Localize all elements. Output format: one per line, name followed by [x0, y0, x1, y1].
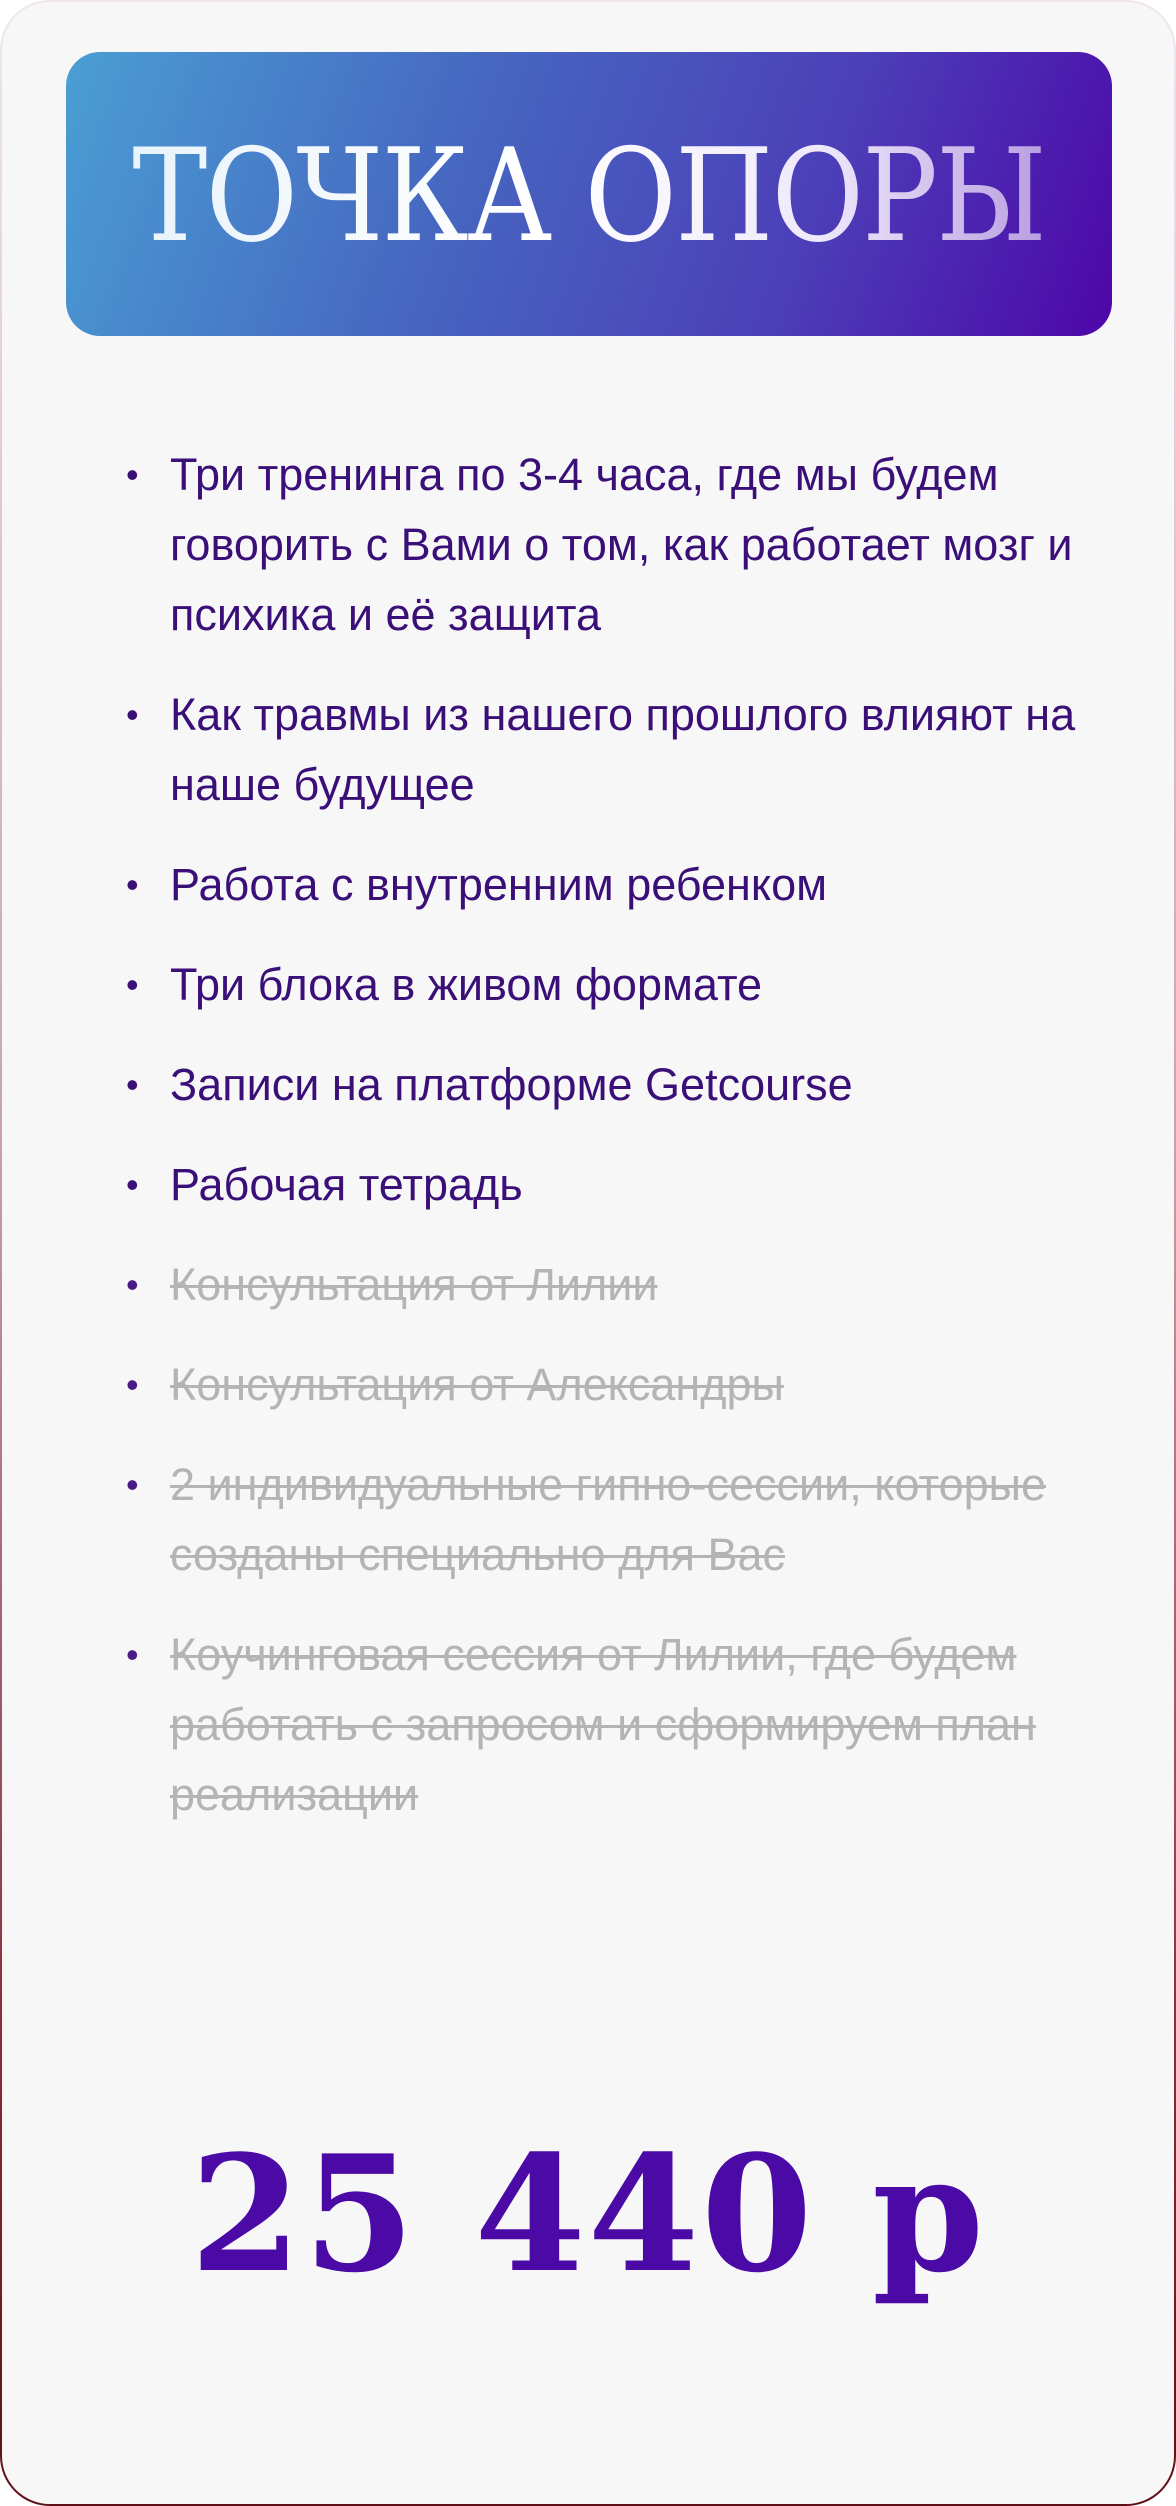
feature-item-included [120, 440, 1100, 650]
feature-text: Рабочая тетрадь [170, 1159, 523, 1210]
bullet-icon: • [126, 864, 139, 905]
feature-text: Записи на платформе Getcourse [170, 1059, 853, 1110]
bullet-icon: • [126, 694, 139, 735]
bullet-icon: • [126, 1064, 139, 1105]
feature-item-excluded [120, 1250, 1100, 1320]
feature-text-strikethrough: Коучинговая сессия от Лилии, где будем работать с запросом и сформируем план реализации [170, 1629, 1036, 1820]
feature-item-included [120, 1050, 1100, 1120]
feature-item-included [120, 950, 1100, 1020]
feature-item-excluded [120, 1350, 1100, 1420]
bullet-icon: • [126, 1164, 139, 1205]
feature-text-strikethrough: Консультация от Лилии [170, 1259, 658, 1310]
price-label: 25 440 р [190, 2120, 986, 2308]
feature-item-included [120, 850, 1100, 920]
header-banner [66, 52, 1112, 336]
feature-item-excluded [120, 1620, 1100, 1830]
feature-text: Три тренинга по 3-4 часа, где мы будем говорить с Вами о том, как работает мозг и психика и её защита [170, 449, 1073, 640]
feature-text: Как травмы из нашего прошлого влияют на наше будущее [170, 689, 1076, 810]
bullet-icon: • [126, 1634, 139, 1675]
feature-item-included [120, 680, 1100, 820]
feature-text-strikethrough: 2 индивидуальные гипно-сессии, которые созданы специально для Вас [170, 1459, 1047, 1580]
bullet-icon: • [126, 964, 139, 1005]
plan-title: ТОЧКА ОПОРЫ [132, 122, 1046, 271]
feature-text: Три блока в живом формате [170, 959, 763, 1010]
feature-item-included [120, 1150, 1100, 1220]
bullet-icon: • [126, 454, 139, 495]
bullet-icon: • [126, 1464, 139, 1505]
pricing-card [2, 2, 1174, 2504]
feature-list [120, 440, 1100, 1860]
feature-item-excluded [120, 1450, 1100, 1590]
feature-text-strikethrough: Консультация от Александры [170, 1359, 784, 1410]
feature-text: Работа с внутренним ребенком [170, 859, 828, 910]
bullet-icon: • [126, 1364, 139, 1405]
bullet-icon: • [126, 1264, 139, 1305]
